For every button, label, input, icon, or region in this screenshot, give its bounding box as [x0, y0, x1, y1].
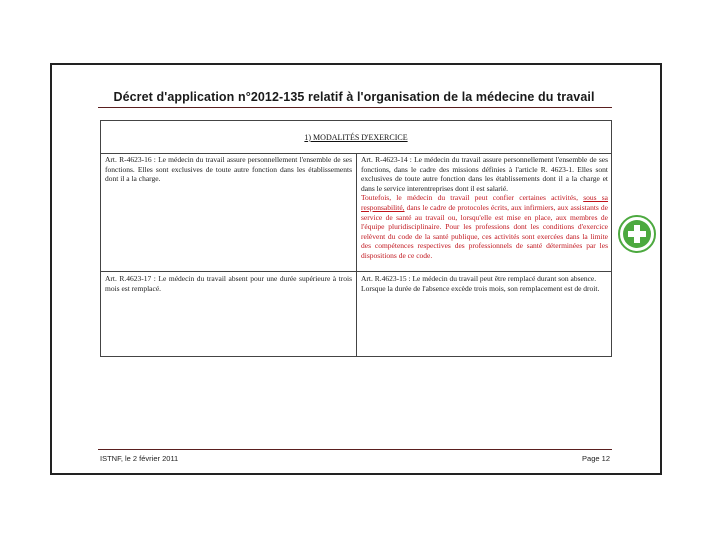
cell-right-row2 — [361, 274, 608, 293]
column-divider — [356, 153, 357, 356]
page-number: Page 12 — [582, 454, 610, 463]
footer-divider — [98, 449, 612, 450]
comparison-table — [100, 120, 612, 357]
table-heading — [101, 121, 611, 154]
article-text-continued: Lorsque la durée de l'absence excède trois mois, son remplacement est de droit. — [361, 283, 600, 293]
row-divider — [101, 271, 611, 272]
amendment-intro: Toutefois, le médecin du travail peut confier certaines activités, — [361, 193, 578, 203]
cell-left-row2: Art. R.4623-17 : Le médecin du travail absent pour une durée supérieure à trois mois est remplacé. — [105, 274, 352, 293]
footer-left-text: ISTNF, le 2 février 2011 — [100, 454, 179, 463]
amendment-underlined: sous sa responsabilité, — [361, 193, 609, 212]
cell-right-row1 — [361, 155, 608, 261]
title-divider — [98, 107, 612, 108]
table-heading-text: 1) MODALITÉS D'EXERCICE — [304, 132, 408, 142]
add-button[interactable] — [618, 215, 656, 253]
document-title: Décret d'application n°2012-135 relatif à l'organisation de la médecine du travail — [113, 90, 595, 104]
article-text: Art. R-4623-14 : Le médecin du travail assure personnellement l'ensemble de ses fonctions, dans le cadre des missions définies à l'article R. 4623-1. Elles sont exclusives de toute autre fonction dans les établissements dont il a la charge et dans le service interentreprises dont il est salarié. — [361, 155, 608, 193]
amendment-rest: dans le cadre de protocoles écrits, aux infirmiers, aux assistants de service de santé au travail ou, lorsqu'elle est mise en place, aux membres de l'équipe pluridisciplinaire. Pour les professions dont les conditions d'exercice relèvent du code de la santé publique, ces activités sont exercées dans la limite des compétences respectives des professionnels de santé déterminées par les dispositions de ce code. — [361, 202, 609, 260]
article-text: Art. R.4623-15 : Le médecin du travail peut être remplacé durant son absence. — [361, 274, 597, 283]
cell-left-row1: Art. R-4623-16 : Le médecin du travail assure personnellement l'ensemble de ses fonctions. Elles sont exclusives de toute autre fonction dans les établissements dont il a la charge. — [105, 155, 352, 184]
plus-circle-icon — [620, 217, 654, 251]
